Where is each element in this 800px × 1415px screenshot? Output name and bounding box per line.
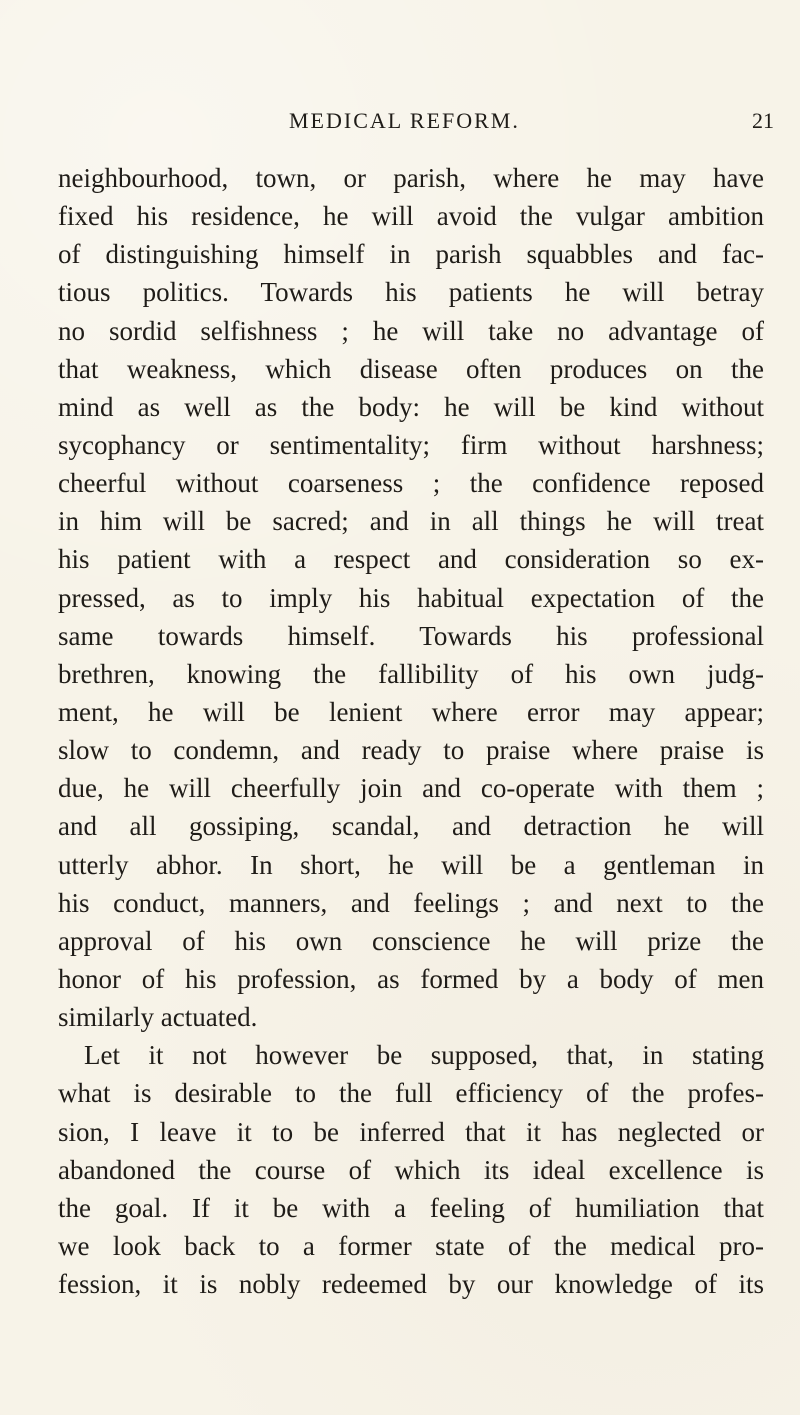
text-line: similarly actuated.	[58, 1002, 258, 1033]
text-line: of distinguishing himself in parish squabbles and fac-	[58, 239, 764, 270]
text-line: Let it not however be supposed, that, in stating	[84, 1040, 764, 1071]
text-line: his conduct, manners, and feelings ; and next to the	[58, 887, 764, 918]
text-line: same towards himself. Towards his professional	[58, 620, 764, 651]
text-line: sycophancy or sentimentality; firm without harshness;	[58, 429, 764, 460]
text-line: what is desirable to the full efficiency of the profes-	[58, 1078, 764, 1109]
text-line: utterly abhor. In short, he will be a gentleman in	[58, 849, 764, 880]
page-number: 21	[752, 108, 774, 133]
running-head	[0, 108, 800, 148]
text-line: no sordid selfishness ; he will take no advantage of	[58, 315, 764, 346]
text-line: sion, I leave it to be inferred that it has neglected or	[58, 1116, 764, 1147]
text-line: ment, he will be lenient where error may appear;	[58, 696, 764, 727]
text-line: we look back to a former state of the medical pro-	[58, 1230, 764, 1261]
text-line: fession, it is nobly redeemed by our knowledge of its	[58, 1269, 764, 1300]
text-line: abandoned the course of which its ideal excellence is	[58, 1154, 764, 1185]
text-line: the goal. If it be with a feeling of humiliation that	[58, 1192, 764, 1223]
text-line: his patient with a respect and consideration so ex-	[58, 544, 764, 575]
page-title: MEDICAL REFORM.	[289, 108, 520, 133]
text-line: cheerful without coarseness ; the confidence reposed	[58, 468, 764, 499]
text-line: in him will be sacred; and in all things he will treat	[58, 506, 764, 537]
text-line: slow to condemn, and ready to praise where praise is	[58, 735, 764, 766]
text-line: brethren, knowing the fallibility of his own judg-	[58, 658, 764, 689]
text-line: pressed, as to imply his habitual expectation of the	[58, 582, 764, 613]
text-line: honor of his profession, as formed by a body of men	[58, 963, 764, 994]
text-line: and all gossiping, scandal, and detraction he will	[58, 811, 764, 842]
text-line: due, he will cheerfully join and co-operate with them ;	[58, 773, 764, 804]
text-line: neighbourhood, town, or parish, where he may have	[58, 163, 764, 193]
body-text	[58, 159, 764, 1303]
text-line: approval of his own conscience he will prize the	[58, 925, 764, 956]
text-line: tious politics. Towards his patients he will betray	[58, 277, 764, 308]
text-line: fixed his residence, he will avoid the vulgar ambition	[58, 201, 764, 232]
text-line: that weakness, which disease often produces on the	[58, 353, 764, 384]
text-line: mind as well as the body: he will be kind without	[58, 391, 764, 422]
